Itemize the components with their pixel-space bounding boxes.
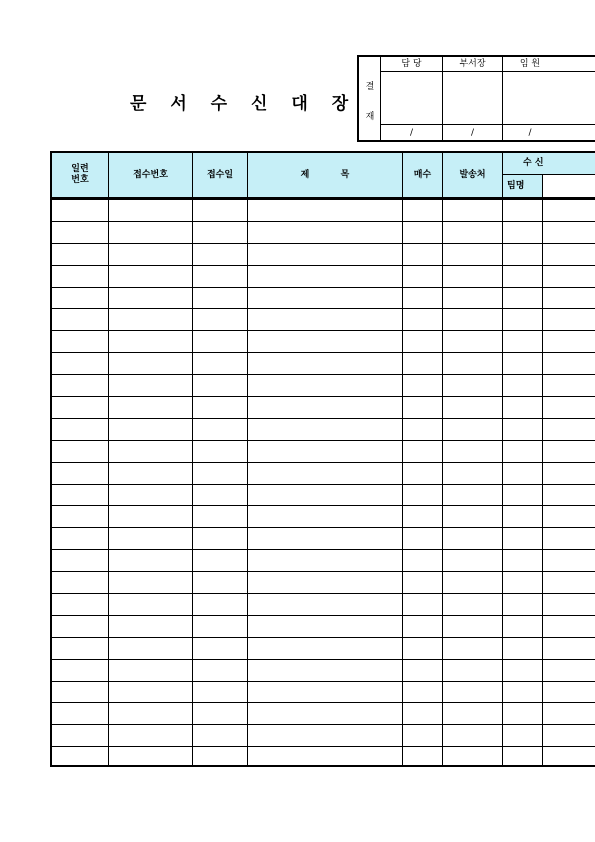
cell-team-name[interactable] [503, 266, 543, 287]
approval-header-manager: 부서장 [443, 57, 503, 72]
cell-sender[interactable] [443, 463, 503, 484]
cell-pages[interactable] [403, 485, 443, 506]
cell-sender[interactable] [443, 506, 503, 527]
cell-sender[interactable] [443, 222, 503, 243]
table-row [52, 397, 595, 419]
approval-box [357, 55, 595, 142]
col-header-recipient-group: 수 신 [503, 153, 595, 175]
cell-sender[interactable] [443, 244, 503, 265]
cell-sender[interactable] [443, 638, 503, 659]
cell-sender[interactable] [443, 397, 503, 418]
table-row [52, 572, 595, 594]
cell-sender[interactable] [443, 616, 503, 637]
cell-sender[interactable] [443, 288, 503, 309]
cell-team-name[interactable] [503, 244, 543, 265]
table-row [52, 528, 595, 550]
cell-receipt-date[interactable] [193, 288, 248, 309]
table-row [52, 200, 595, 222]
approval-date-executive[interactable]: / [528, 128, 532, 138]
cell-serial[interactable] [52, 244, 109, 265]
cell-serial[interactable] [52, 638, 109, 659]
cell-receipt-number[interactable] [109, 616, 193, 637]
cell-sender[interactable] [443, 660, 503, 681]
cell-sender[interactable] [443, 266, 503, 287]
receipt-ledger-table [50, 151, 595, 767]
cell-sender[interactable] [443, 528, 503, 549]
cell-pages[interactable] [403, 266, 443, 287]
cell-serial[interactable] [52, 572, 109, 593]
cell-team-name[interactable] [503, 660, 543, 681]
table-row [52, 725, 595, 747]
cell-receipt-number[interactable] [109, 375, 193, 396]
ledger-rows [52, 200, 595, 767]
cell-team-name[interactable] [503, 572, 543, 593]
cell-receipt-number[interactable] [109, 266, 193, 287]
cell-recipient-more[interactable] [543, 266, 595, 287]
cell-subject[interactable] [248, 725, 403, 746]
approval-sign-staff[interactable] [381, 72, 443, 125]
cell-team-name[interactable] [503, 528, 543, 549]
cell-team-name[interactable] [503, 353, 543, 374]
col-header-sender: 발송처 [443, 153, 503, 198]
cell-receipt-date[interactable] [193, 747, 248, 767]
cell-receipt-date[interactable] [193, 550, 248, 571]
cell-subject[interactable] [248, 331, 403, 352]
cell-recipient-more[interactable] [543, 288, 595, 309]
table-row [52, 222, 595, 244]
cell-recipient-more[interactable] [543, 572, 595, 593]
cell-receipt-number[interactable] [109, 485, 193, 506]
cell-serial[interactable] [52, 616, 109, 637]
cell-pages[interactable] [403, 288, 443, 309]
cell-sender[interactable] [443, 375, 503, 396]
col-header-serial-line2: 번호 [71, 175, 89, 185]
cell-sender[interactable] [443, 747, 503, 767]
cell-team-name[interactable] [503, 550, 543, 571]
cell-team-name[interactable] [503, 288, 543, 309]
cell-subject[interactable] [248, 616, 403, 637]
cell-subject[interactable] [248, 747, 403, 767]
cell-recipient-more[interactable] [543, 463, 595, 484]
cell-receipt-number[interactable] [109, 594, 193, 615]
cell-team-name[interactable] [503, 397, 543, 418]
table-row [52, 375, 595, 397]
cell-team-name[interactable] [503, 375, 543, 396]
cell-subject[interactable] [248, 703, 403, 724]
cell-pages[interactable] [403, 616, 443, 637]
cell-recipient-more[interactable] [543, 200, 595, 221]
cell-team-name[interactable] [503, 682, 543, 703]
cell-team-name[interactable] [503, 441, 543, 462]
cell-receipt-number[interactable] [109, 572, 193, 593]
cell-pages[interactable] [403, 222, 443, 243]
cell-receipt-date[interactable] [193, 725, 248, 746]
table-row [52, 703, 595, 725]
cell-receipt-number[interactable] [109, 506, 193, 527]
table-row [52, 331, 595, 353]
cell-subject[interactable] [248, 660, 403, 681]
cell-receipt-number[interactable] [109, 660, 193, 681]
cell-recipient-more[interactable] [543, 660, 595, 681]
col-header-pages: 매수 [403, 153, 443, 198]
cell-serial[interactable] [52, 222, 109, 243]
col-header-receipt-date: 접수일 [193, 153, 248, 198]
cell-serial[interactable] [52, 725, 109, 746]
table-row [52, 485, 595, 507]
cell-recipient-more[interactable] [543, 528, 595, 549]
cell-receipt-number[interactable] [109, 703, 193, 724]
cell-recipient-more[interactable] [543, 485, 595, 506]
cell-receipt-number[interactable] [109, 419, 193, 440]
cell-serial[interactable] [52, 353, 109, 374]
cell-recipient-more[interactable] [543, 550, 595, 571]
cell-sender[interactable] [443, 309, 503, 330]
cell-sender[interactable] [443, 441, 503, 462]
cell-receipt-date[interactable] [193, 309, 248, 330]
cell-receipt-number[interactable] [109, 725, 193, 746]
cell-receipt-number[interactable] [109, 397, 193, 418]
cell-pages[interactable] [403, 331, 443, 352]
cell-serial[interactable] [52, 397, 109, 418]
cell-receipt-date[interactable] [193, 419, 248, 440]
cell-team-name[interactable] [503, 463, 543, 484]
cell-subject[interactable] [248, 375, 403, 396]
cell-serial[interactable] [52, 660, 109, 681]
cell-subject[interactable] [248, 419, 403, 440]
cell-receipt-number[interactable] [109, 222, 193, 243]
cell-serial[interactable] [52, 419, 109, 440]
cell-recipient-more[interactable] [543, 594, 595, 615]
cell-serial[interactable] [52, 331, 109, 352]
cell-receipt-date[interactable] [193, 441, 248, 462]
cell-recipient-more[interactable] [543, 419, 595, 440]
cell-pages[interactable] [403, 660, 443, 681]
cell-subject[interactable] [248, 506, 403, 527]
cell-receipt-number[interactable] [109, 463, 193, 484]
cell-receipt-date[interactable] [193, 485, 248, 506]
table-row [52, 616, 595, 638]
cell-receipt-date[interactable] [193, 703, 248, 724]
cell-team-name[interactable] [503, 485, 543, 506]
cell-pages[interactable] [403, 703, 443, 724]
cell-receipt-date[interactable] [193, 616, 248, 637]
col-header-team-name: 팀명 [503, 175, 543, 198]
col-header-serial [52, 153, 109, 198]
cell-pages[interactable] [403, 725, 443, 746]
cell-receipt-date[interactable] [193, 660, 248, 681]
cell-serial[interactable] [52, 682, 109, 703]
cell-team-name[interactable] [503, 331, 543, 352]
cell-receipt-date[interactable] [193, 244, 248, 265]
col-header-subject: 제 목 [248, 153, 403, 198]
col-header-serial-line1: 일련 [71, 164, 89, 174]
cell-subject[interactable] [248, 463, 403, 484]
cell-pages[interactable] [403, 244, 443, 265]
cell-receipt-number[interactable] [109, 682, 193, 703]
cell-subject[interactable] [248, 222, 403, 243]
approval-date-staff[interactable]: / [381, 125, 443, 141]
cell-subject[interactable] [248, 397, 403, 418]
cell-recipient-more[interactable] [543, 616, 595, 637]
cell-subject[interactable] [248, 638, 403, 659]
approval-label-top: 결 [365, 82, 375, 92]
cell-sender[interactable] [443, 594, 503, 615]
cell-pages[interactable] [403, 375, 443, 396]
cell-pages[interactable] [403, 441, 443, 462]
approval-header-executive: 임 원 [503, 57, 595, 72]
table-row [52, 419, 595, 441]
cell-recipient-more[interactable] [543, 682, 595, 703]
cell-receipt-date[interactable] [193, 331, 248, 352]
cell-subject[interactable] [248, 353, 403, 374]
cell-recipient-more[interactable] [543, 441, 595, 462]
cell-receipt-number[interactable] [109, 638, 193, 659]
cell-sender[interactable] [443, 572, 503, 593]
cell-receipt-date[interactable] [193, 353, 248, 374]
cell-receipt-number[interactable] [109, 200, 193, 221]
cell-pages[interactable] [403, 550, 443, 571]
table-row [52, 353, 595, 375]
cell-receipt-number[interactable] [109, 528, 193, 549]
approval-header-staff: 담 당 [381, 57, 443, 72]
cell-receipt-number[interactable] [109, 441, 193, 462]
document-title: 문 서 수 신 대 장 [130, 94, 358, 114]
cell-subject[interactable] [248, 594, 403, 615]
cell-receipt-date[interactable] [193, 397, 248, 418]
cell-receipt-number[interactable] [109, 747, 193, 767]
cell-pages[interactable] [403, 200, 443, 221]
cell-receipt-date[interactable] [193, 638, 248, 659]
cell-pages[interactable] [403, 572, 443, 593]
cell-recipient-more[interactable] [543, 244, 595, 265]
cell-team-name[interactable] [503, 747, 543, 767]
table-row [52, 266, 595, 288]
cell-pages[interactable] [403, 638, 443, 659]
cell-serial[interactable] [52, 463, 109, 484]
cell-subject[interactable] [248, 528, 403, 549]
cell-receipt-number[interactable] [109, 288, 193, 309]
cell-serial[interactable] [52, 288, 109, 309]
cell-subject[interactable] [248, 550, 403, 571]
cell-serial[interactable] [52, 309, 109, 330]
cell-receipt-number[interactable] [109, 244, 193, 265]
cell-receipt-date[interactable] [193, 266, 248, 287]
approval-sign-executive[interactable] [503, 72, 595, 125]
cell-serial[interactable] [52, 703, 109, 724]
cell-pages[interactable] [403, 353, 443, 374]
table-row [52, 747, 595, 767]
cell-subject[interactable] [248, 244, 403, 265]
cell-receipt-number[interactable] [109, 353, 193, 374]
cell-serial[interactable] [52, 200, 109, 221]
cell-subject[interactable] [248, 682, 403, 703]
cell-pages[interactable] [403, 594, 443, 615]
cell-sender[interactable] [443, 419, 503, 440]
approval-label [359, 57, 381, 140]
cell-team-name[interactable] [503, 703, 543, 724]
cell-recipient-more[interactable] [543, 309, 595, 330]
cell-serial[interactable] [52, 747, 109, 767]
cell-recipient-more[interactable] [543, 747, 595, 767]
col-header-recipient-more [543, 175, 595, 198]
cell-receipt-date[interactable] [193, 572, 248, 593]
cell-serial[interactable] [52, 485, 109, 506]
cell-pages[interactable] [403, 682, 443, 703]
cell-sender[interactable] [443, 485, 503, 506]
cell-recipient-more[interactable] [543, 375, 595, 396]
cell-pages[interactable] [403, 747, 443, 767]
cell-team-name[interactable] [503, 616, 543, 637]
cell-team-name[interactable] [503, 594, 543, 615]
cell-serial[interactable] [52, 506, 109, 527]
cell-serial[interactable] [52, 375, 109, 396]
cell-serial[interactable] [52, 550, 109, 571]
cell-receipt-date[interactable] [193, 594, 248, 615]
cell-recipient-more[interactable] [543, 703, 595, 724]
cell-subject[interactable] [248, 572, 403, 593]
cell-team-name[interactable] [503, 222, 543, 243]
cell-team-name[interactable] [503, 309, 543, 330]
cell-pages[interactable] [403, 419, 443, 440]
cell-team-name[interactable] [503, 419, 543, 440]
cell-recipient-more[interactable] [543, 725, 595, 746]
cell-subject[interactable] [248, 266, 403, 287]
cell-recipient-more[interactable] [543, 331, 595, 352]
cell-recipient-more[interactable] [543, 222, 595, 243]
cell-serial[interactable] [52, 266, 109, 287]
cell-pages[interactable] [403, 506, 443, 527]
table-row [52, 309, 595, 331]
cell-subject[interactable] [248, 200, 403, 221]
cell-pages[interactable] [403, 528, 443, 549]
cell-sender[interactable] [443, 331, 503, 352]
cell-team-name[interactable] [503, 638, 543, 659]
col-header-receipt-number: 접수번호 [109, 153, 193, 198]
cell-receipt-number[interactable] [109, 331, 193, 352]
table-row [52, 550, 595, 572]
cell-sender[interactable] [443, 703, 503, 724]
cell-sender[interactable] [443, 550, 503, 571]
cell-subject[interactable] [248, 441, 403, 462]
cell-team-name[interactable] [503, 506, 543, 527]
cell-recipient-more[interactable] [543, 638, 595, 659]
table-row [52, 638, 595, 660]
cell-receipt-date[interactable] [193, 682, 248, 703]
cell-recipient-more[interactable] [543, 397, 595, 418]
cell-receipt-number[interactable] [109, 550, 193, 571]
approval-sign-manager[interactable] [443, 72, 503, 125]
cell-sender[interactable] [443, 200, 503, 221]
cell-pages[interactable] [403, 463, 443, 484]
table-row [52, 682, 595, 704]
table-row [52, 441, 595, 463]
table-row [52, 660, 595, 682]
cell-serial[interactable] [52, 594, 109, 615]
cell-serial[interactable] [52, 528, 109, 549]
cell-sender[interactable] [443, 353, 503, 374]
cell-serial[interactable] [52, 441, 109, 462]
cell-receipt-date[interactable] [193, 528, 248, 549]
table-row [52, 244, 595, 266]
cell-subject[interactable] [248, 309, 403, 330]
cell-recipient-more[interactable] [543, 353, 595, 374]
table-row [52, 594, 595, 616]
cell-sender[interactable] [443, 682, 503, 703]
table-row [52, 506, 595, 528]
cell-receipt-date[interactable] [193, 200, 248, 221]
cell-receipt-date[interactable] [193, 375, 248, 396]
approval-label-bottom: 재 [365, 112, 375, 122]
cell-recipient-more[interactable] [543, 506, 595, 527]
cell-subject[interactable] [248, 485, 403, 506]
cell-pages[interactable] [403, 397, 443, 418]
cell-team-name[interactable] [503, 200, 543, 221]
cell-pages[interactable] [403, 309, 443, 330]
table-row [52, 463, 595, 485]
cell-receipt-date[interactable] [193, 222, 248, 243]
cell-receipt-number[interactable] [109, 309, 193, 330]
table-row [52, 288, 595, 310]
cell-subject[interactable] [248, 288, 403, 309]
cell-receipt-date[interactable] [193, 463, 248, 484]
cell-team-name[interactable] [503, 725, 543, 746]
cell-sender[interactable] [443, 725, 503, 746]
cell-receipt-date[interactable] [193, 506, 248, 527]
approval-date-manager[interactable]: / [443, 125, 503, 141]
